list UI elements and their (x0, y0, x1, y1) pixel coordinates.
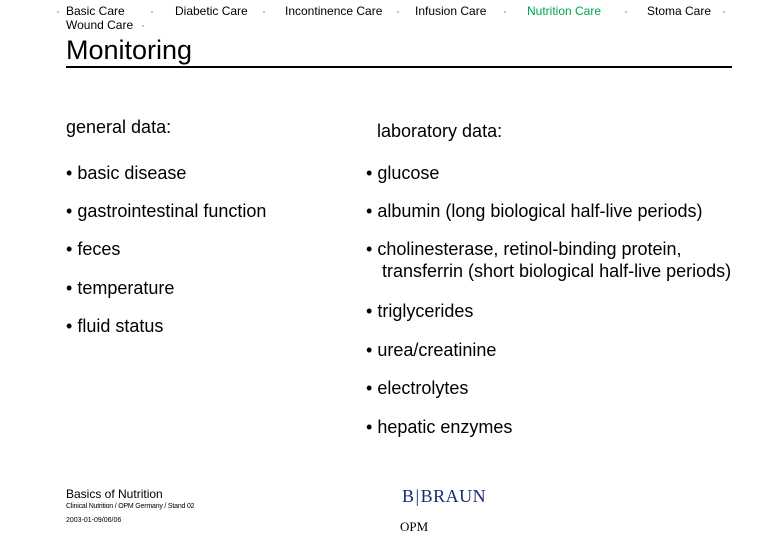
nav-separator: · (141, 18, 145, 32)
footer-date: 2003-01-09/06/06 (66, 517, 122, 524)
page-title: Monitoring (66, 34, 732, 68)
list-item: • cholinesterase, retinol-binding protein, transferrin (short biological half-live periods) (366, 239, 732, 281)
list-item: • gastrointestinal function (66, 201, 267, 221)
list-item: • glucose (366, 163, 440, 183)
nav-separator: · (396, 4, 400, 18)
list-item: • electrolytes (366, 378, 469, 398)
nav-separator: · (624, 4, 628, 18)
bbraun-logo: B|BRAUN (402, 486, 487, 506)
footer-subtitle: Clinical Nutrition / OPM Germany / Stand 02 (66, 503, 195, 510)
list-item: • temperature (66, 278, 175, 298)
list-item: • basic disease (66, 163, 187, 183)
nav-item-basic-care[interactable]: Basic Care (66, 4, 125, 18)
nav-item-stoma-care[interactable]: Stoma Care (647, 4, 712, 18)
footer-title: Basics of Nutrition (66, 487, 163, 501)
general-data-heading: general data: (66, 117, 172, 137)
nav-item-infusion-care[interactable]: Infusion Care (415, 4, 487, 18)
nav-item-incontinence-care[interactable]: Incontinence Care (285, 4, 383, 18)
laboratory-data-heading: laboratory data: (377, 121, 503, 141)
nav-separator: · (503, 4, 507, 18)
nav-separator: · (262, 4, 266, 18)
list-item: • albumin (long biological half-live periods) (366, 201, 703, 221)
opm-label: OPM (400, 519, 429, 534)
list-item: • fluid status (66, 316, 164, 336)
nav-separator-start: · (56, 4, 60, 18)
nav-separator: · (150, 4, 154, 18)
list-item: • triglycerides (366, 301, 474, 321)
nav-separator: · (722, 4, 726, 18)
list-item: • urea/creatinine (366, 340, 497, 360)
nav-item-nutrition-care[interactable]: Nutrition Care (527, 4, 602, 18)
list-item: • hepatic enzymes (366, 417, 513, 437)
nav-item-diabetic-care[interactable]: Diabetic Care (175, 4, 248, 18)
nav-item-wound-care[interactable]: Wound Care (66, 18, 134, 32)
list-item: • feces (66, 239, 121, 259)
